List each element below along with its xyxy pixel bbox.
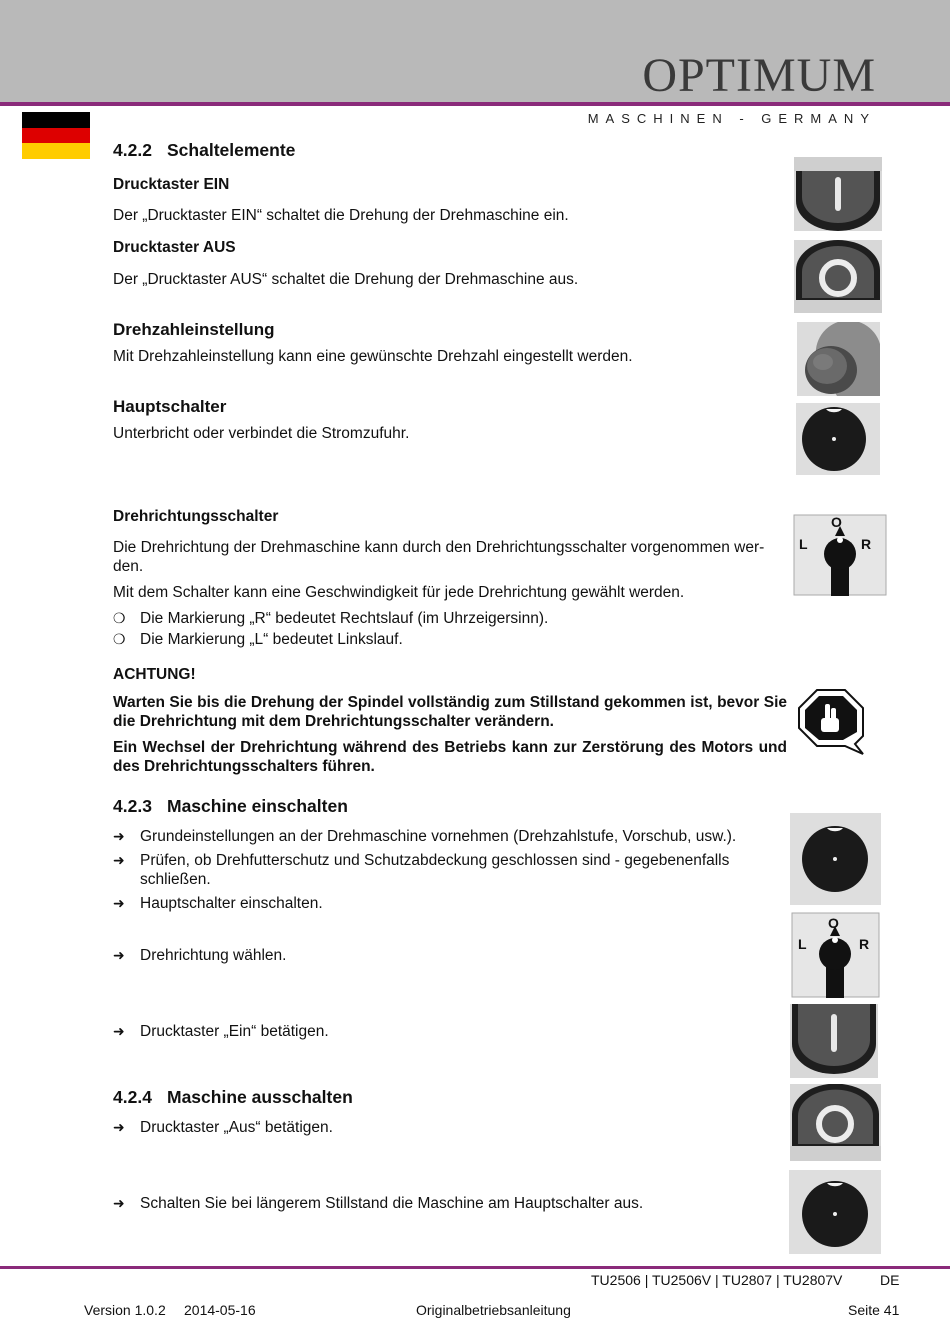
list-item: ➜ Prüfen, ob Drehfutterschutz und Schutzabdeckung geschlossen sind - gegebenenfalls schließen. <box>113 852 730 888</box>
circle-bullet-icon: ❍ <box>113 610 126 626</box>
direction-switch-icon <box>793 514 887 596</box>
switch-label-o: O <box>831 514 842 530</box>
warning-text-2: Ein Wechsel der Drehrichtung während des Betriebs kann zur Zerstörung des Motors und des Drehrichtungsschalters führen. <box>113 739 787 775</box>
list-item: ➜ Drehrichtung wählen. <box>113 947 287 964</box>
arrow-right-icon: ➜ <box>113 852 125 868</box>
footer-doc-type: Originalbetriebsanleitung <box>416 1302 571 1318</box>
german-flag-icon <box>22 112 90 159</box>
switch-label-o: O <box>828 915 839 931</box>
arrow-right-icon: ➜ <box>113 1195 125 1211</box>
arrow-right-icon: ➜ <box>113 828 125 844</box>
warning-text-1: Warten Sie bis die Drehung der Spindel vollständig zum Stillstand gekommen ist, bevor Sie die Drehrichtung mit dem Drehrichtungsschalter verändern. <box>113 694 787 730</box>
section-heading-424: 4.2.4 Maschine ausschalten <box>113 1087 353 1107</box>
list-item: ➜ Hauptschalter einschalten. <box>113 895 323 912</box>
list-item: ➜ Grundeinstellungen an der Drehmaschine vornehmen (Drehzahlstufe, Vorschub, usw.). <box>113 828 737 845</box>
warning-heading: ACHTUNG! <box>113 666 196 683</box>
speed-heading: Drehzahleinstellung <box>113 320 275 339</box>
on-button-icon <box>794 157 882 231</box>
aus-heading: Drucktaster AUS <box>113 239 236 256</box>
arrow-right-icon: ➜ <box>113 1119 125 1135</box>
list-item: ➜ Schalten Sie bei längerem Stillstand die Maschine am Hauptschalter aus. <box>113 1195 644 1212</box>
switch-label-l: L <box>799 536 808 552</box>
main-switch-text: Unterbricht oder verbindet die Stromzufuhr. <box>113 425 410 442</box>
switch-label-r: R <box>861 536 872 552</box>
speed-knob-icon <box>797 322 880 396</box>
main-switch-heading: Hauptschalter <box>113 397 227 416</box>
brand-logo: OPTIMUM <box>642 49 876 102</box>
section-heading-423: 4.2.3 Maschine einschalten <box>113 796 348 816</box>
footer-language: DE <box>880 1272 900 1288</box>
main-switch-icon <box>790 813 881 905</box>
list-item: ➜ Drucktaster „Aus“ betätigen. <box>113 1119 333 1136</box>
section-heading-422: 4.2.2 Schaltelemente <box>113 140 296 160</box>
on-button-icon <box>790 1004 878 1078</box>
aus-text: Der „Drucktaster AUS“ schaltet die Drehung der Drehmaschine aus. <box>113 271 579 288</box>
arrow-right-icon: ➜ <box>113 895 125 911</box>
off-button-icon <box>790 1084 881 1161</box>
main-switch-icon <box>789 1170 881 1254</box>
off-button-icon <box>794 240 882 313</box>
main-switch-icon <box>796 403 880 475</box>
footer-date: 2014-05-16 <box>184 1302 256 1318</box>
list-item: ❍ Die Markierung „R“ bedeutet Rechtslauf (im Uhrzeigersinn). <box>113 610 549 627</box>
footer-divider <box>0 1266 950 1269</box>
arrow-right-icon: ➜ <box>113 947 125 963</box>
ein-text: Der „Drucktaster EIN“ schaltet die Drehung der Drehmaschine ein. <box>113 207 569 224</box>
brand-tagline: MASCHINEN - GERMANY <box>587 111 876 126</box>
arrow-right-icon: ➜ <box>113 1023 125 1039</box>
list-item: ➜ Drucktaster „Ein“ betätigen. <box>113 1023 329 1040</box>
footer-models: TU2506 | TU2506V | TU2807 | TU2807V <box>591 1272 843 1288</box>
switch-label-l: L <box>798 936 807 952</box>
direction-switch-icon <box>791 912 880 998</box>
switch-label-r: R <box>859 936 870 952</box>
footer-version: Version 1.0.2 <box>84 1302 166 1318</box>
warning-hand-icon <box>797 688 867 758</box>
direction-text-1: Die Drehrichtung der Drehmaschine kann durch den Drehrichtungsschalter vorgenommen wer-den. <box>113 539 765 575</box>
ein-heading: Drucktaster EIN <box>113 176 230 193</box>
header-divider <box>0 102 950 106</box>
direction-heading: Drehrichtungsschalter <box>113 508 279 525</box>
speed-text: Mit Drehzahleinstellung kann eine gewünschte Drehzahl eingestellt werden. <box>113 348 633 365</box>
list-item: ❍ Die Markierung „L“ bedeutet Linkslauf. <box>113 631 403 648</box>
direction-text-2: Mit dem Schalter kann eine Geschwindigkeit für jede Drehrichtung gewählt werden. <box>113 584 685 601</box>
circle-bullet-icon: ❍ <box>113 631 126 647</box>
footer-page: Seite 41 <box>848 1302 900 1318</box>
